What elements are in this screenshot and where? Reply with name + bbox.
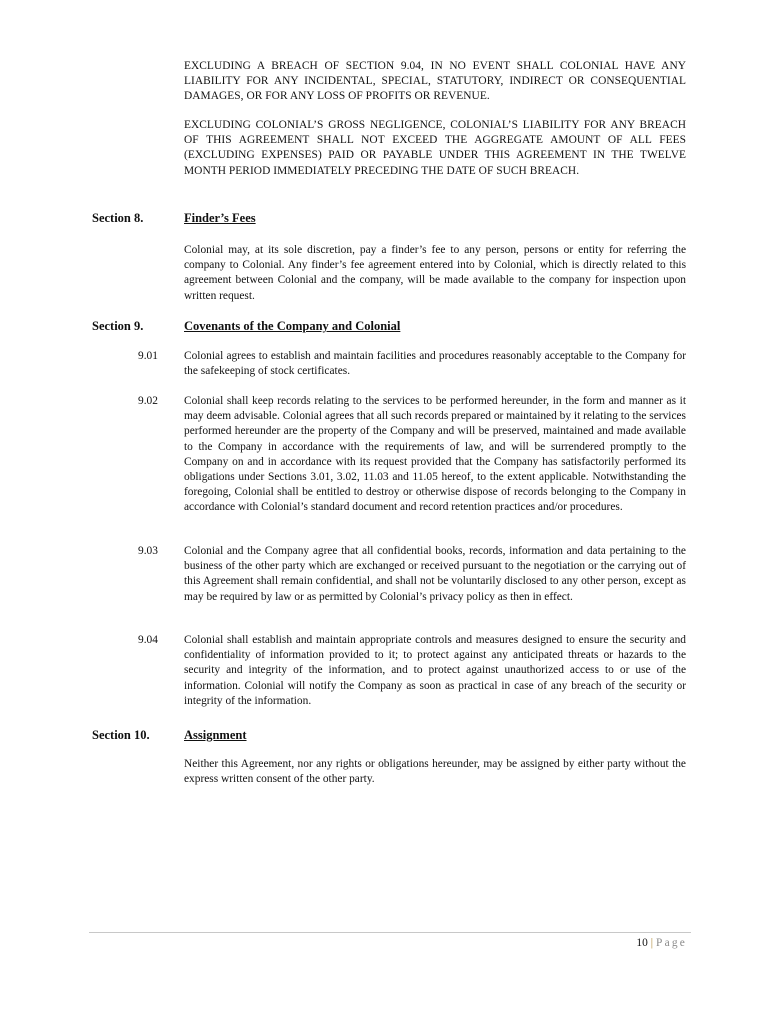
page-separator: | xyxy=(650,937,654,949)
item-9-01-text: Colonial agrees to establish and maintain facilities and procedures reasonably acceptable to the Company for the safekeeping of stock certificates. xyxy=(184,350,686,378)
section-8-title: Finder’s Fees xyxy=(184,211,256,225)
liability-exclusion-paragraph: EXCLUDING A BREACH OF SECTION 9.04, IN NO EVENT SHALL COLONIAL HAVE ANY LIABILITY FOR ANY INCIDENTAL, SPECIAL, STATUTORY, INDIRECT OR CONSEQUENTIAL DAMAGES, OR FOR ANY LOSS OF PROFITS OR REVENUE. xyxy=(184,60,686,103)
section-8-number: Section 8. xyxy=(92,211,144,225)
item-9-04-number: 9.04 xyxy=(138,634,158,646)
section-10-body: Neither this Agreement, nor any rights or obligations hereunder, may be assigned by either party without the express written consent of the other party. xyxy=(184,758,686,786)
section-9-title: Covenants of the Company and Colonial xyxy=(184,319,401,333)
item-9-03-text: Colonial and the Company agree that all confidential books, records, information and data pertaining to the business of the other party which are exchanged or received pursuant to the negotiation or the carrying out of this Agreement shall remain confidential, and shall not be voluntarily disclosed to any other person, except as may be required by law or as permitted by Colonial’s privacy policy as then in effect. xyxy=(184,545,686,603)
page-footer xyxy=(636,936,687,951)
section-10-title: Assignment xyxy=(184,728,247,742)
liability-cap-paragraph: EXCLUDING COLONIAL’S GROSS NEGLIGENCE, COLONIAL’S LIABILITY FOR ANY BREACH OF THIS AGREEMENT SHALL NOT EXCEED THE AGGREGATE AMOUNT OF ALL FEES (EXCLUDING EXPENSES) PAID OR PAYABLE UNDER THIS AGREEMENT IN THE TWELVE MONTH PERIOD IMMEDIATELY PRECEDING THE DATE OF SUCH BREACH. xyxy=(184,119,686,177)
section-9-number: Section 9. xyxy=(92,319,144,333)
item-9-03-number: 9.03 xyxy=(138,545,158,557)
item-9-01-number: 9.01 xyxy=(138,350,158,362)
section-8-body: Colonial may, at its sole discretion, pay a finder’s fee to any person, persons or entity for referring the company to Colonial. Any finder’s fee agreement entered into by Colonial, which is directly related to this agreement between Colonial and the company, will be made available to the company for inspection upon written request. xyxy=(184,244,686,302)
section-10-number: Section 10. xyxy=(92,728,150,742)
page-number: 10 xyxy=(636,937,648,949)
footer-divider xyxy=(89,932,691,933)
item-9-04-text: Colonial shall establish and maintain appropriate controls and measures designed to ensure the security and confidentiality of information provided to it; to protect against any anticipated threats or hazards to the security and integrity of the information, and to protect against unauthorized access to or use of the information. Colonial will notify the Company as soon as practical in case of any breach of the security or integrity of the information. xyxy=(184,634,686,707)
item-9-02-text: Colonial shall keep records relating to the services to be performed hereunder, in the form and manner as it may deem advisable. Colonial agrees that all such records prepared or maintained by it relating to the services performed hereunder are the property of the Company and will be preserved, maintained and made available to the Company in accordance with the requirements of law, and will be surrendered promptly to the Company on and in accordance with its request provided that the Company has satisfactorily performed its obligations under Sections 3.01, 3.02, 11.03 and 11.05 hereof, to the extent applicable. Notwithstanding the foregoing, Colonial shall be entitled to destroy or otherwise dispose of records belonging to the Company in accordance with Colonial’s standard document and record retention practices and/or procedures. xyxy=(184,395,686,514)
item-9-02-number: 9.02 xyxy=(138,395,158,407)
page-label: Page xyxy=(656,937,687,949)
